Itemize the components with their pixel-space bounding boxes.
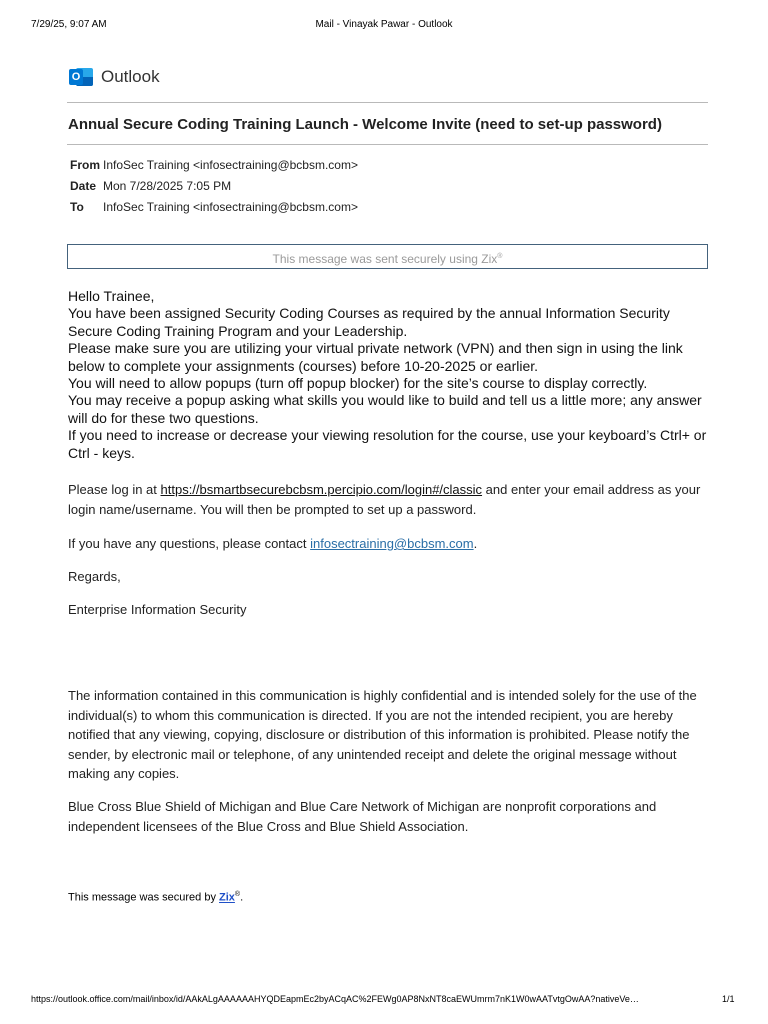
- app-name: Outlook: [101, 67, 160, 86]
- date-label: Date: [70, 179, 97, 193]
- questions-paragraph: If you have any questions, please contact infosectraining@bcbsm.com.: [68, 536, 478, 551]
- from-value[interactable]: InfoSec Training <infosectraining@bcbsm.com>: [103, 158, 358, 172]
- signature: Enterprise Information Security: [68, 602, 247, 617]
- bcbs-notice: Blue Cross Blue Shield of Michigan and Blue Care Network of Michigan are nonprofit corporations and independent licensees of the Blue Cross and Blue Shield Association.: [68, 799, 657, 834]
- print-header: [31, 19, 737, 33]
- login-link[interactable]: https://bsmartbsecurebcbsm.percipio.com/login#/classic: [160, 482, 483, 497]
- login-paragraph: Please log in at https://bsmartbsecurebcbsm.percipio.com/login#/classic and enter your email address as your login name/username. You will then be prompted to set up a password.: [68, 482, 701, 517]
- regards: Regards,: [68, 569, 121, 584]
- to-label: To: [70, 200, 84, 214]
- divider: [67, 144, 708, 145]
- from-row: [70, 158, 358, 172]
- contact-email-link[interactable]: infosectraining@bcbsm.com: [310, 536, 474, 551]
- zix-banner-mark: ®: [497, 253, 503, 260]
- outlook-logo: [69, 64, 160, 90]
- body-paragraph: Please make sure you are utilizing your virtual private network (VPN) and then sign in using the link below to complete your assignments (courses) before 10-20-2025 or earlier.: [68, 340, 683, 374]
- email-subject: Annual Secure Coding Training Launch - Welcome Invite (need to set-up password): [68, 116, 662, 133]
- to-row: [70, 200, 358, 214]
- greeting: Hello Trainee,: [68, 288, 155, 304]
- from-label: From: [70, 158, 100, 172]
- body-paragraph: If you need to increase or decrease your viewing resolution for the course, use your keyboard’s Ctrl+ or Ctrl - keys.: [68, 427, 707, 461]
- print-footer-url: https://outlook.office.com/mail/inbox/id/AAkALgAAAAAAHYQDEapmEc2byACqAC%2FEWg0AP8NxNT8caEWUmrm7nK1W0wAATvtgOwAA?nativeVe…: [31, 994, 639, 1004]
- print-footer-page: 1/1: [722, 994, 735, 1004]
- body-paragraph: You have been assigned Security Coding Courses as required by the annual Information Security Secure Coding Training Program and your Leadership.: [68, 305, 670, 339]
- body-paragraph: You may receive a popup asking what skills you would like to build and tell us a little more; any answer will do for these two questions.: [68, 392, 702, 426]
- confidentiality-disclaimer: The information contained in this communication is highly confidential and is intended solely for the use of the individual(s) to whom this communication is directed. If you are not the intended recipient, you are hereby notified that any viewing, copying, disclosure or distribution of this information is prohibited. Please notify the sender, by electronic mail or telephone, of any unintended receipt and delete the original message without making any copies.: [68, 688, 697, 781]
- secured-by-zix: This message was secured by Zix®.: [68, 891, 244, 904]
- print-datetime: 7/29/25, 9:07 AM: [31, 19, 107, 30]
- zix-mark: ®: [234, 891, 241, 898]
- to-value[interactable]: InfoSec Training <infosectraining@bcbsm.com>: [103, 200, 358, 214]
- print-title: Mail - Vinayak Pawar - Outlook: [315, 19, 453, 30]
- zix-link[interactable]: Zix: [219, 891, 235, 904]
- outlook-icon: O: [69, 65, 93, 89]
- email-body-main: [68, 288, 713, 462]
- date-row: [70, 179, 231, 193]
- zix-secure-banner: [67, 244, 708, 269]
- body-paragraph: You will need to allow popups (turn off popup blocker) for the site’s course to display correctly.: [68, 375, 648, 392]
- divider: [67, 102, 708, 103]
- date-value: Mon 7/28/2025 7:05 PM: [103, 179, 232, 193]
- zix-banner-text: This message was sent securely using Zix: [272, 252, 498, 266]
